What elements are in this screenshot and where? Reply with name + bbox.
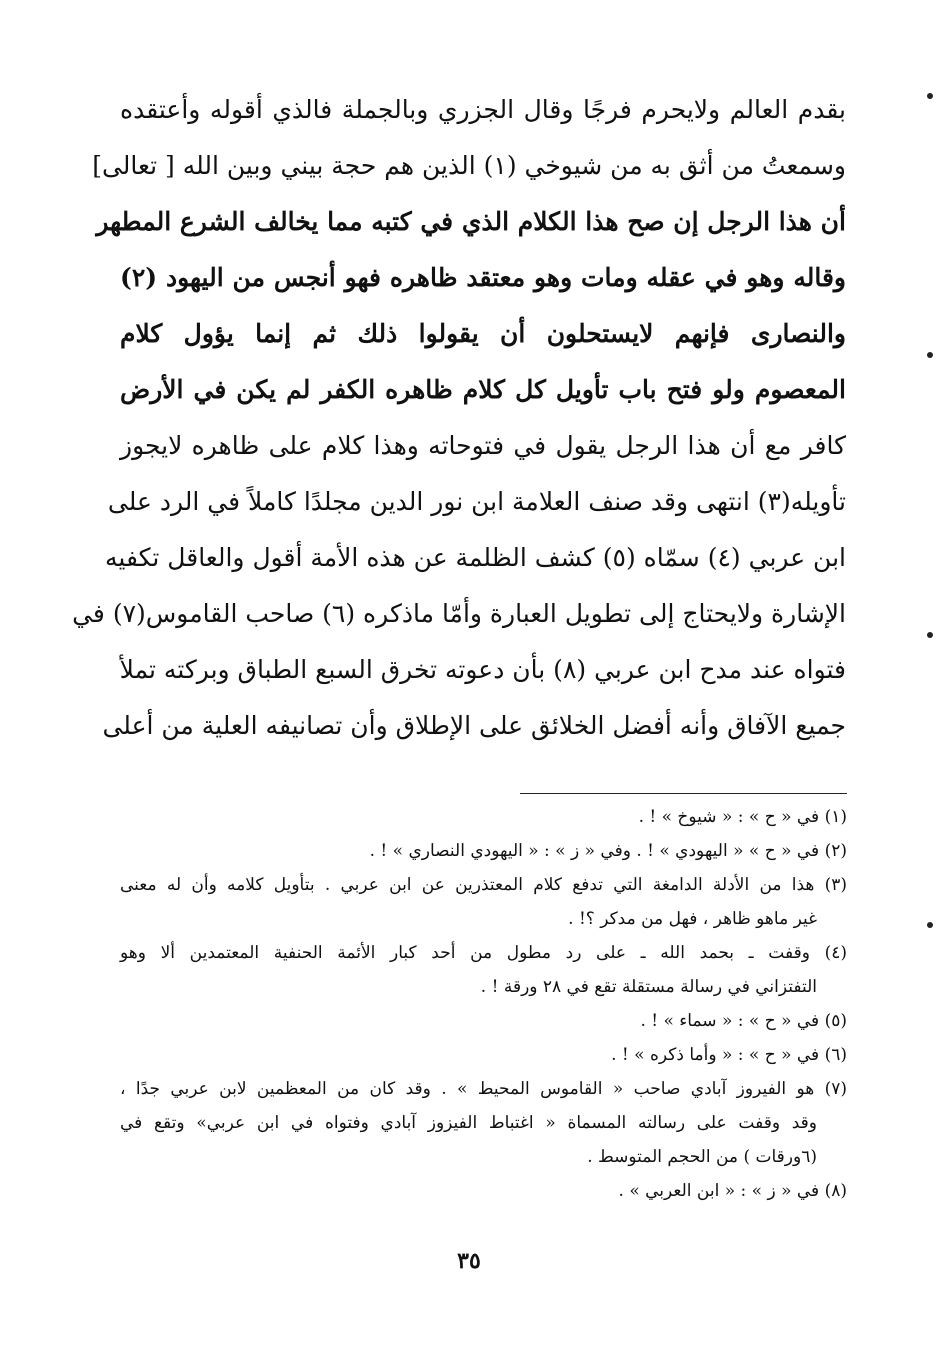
margin-speck <box>927 93 933 99</box>
footnote-line: (٨) في « ز » : « ابن العربي » . <box>618 1181 847 1201</box>
body-line: وقاله وهو في عقله ومات وهو معتقد ظاهره فهو أنجس من اليهود (٢) <box>120 263 846 292</box>
main-text-block <box>72 82 846 754</box>
page-number: ٣٥ <box>457 1248 481 1274</box>
body-line: والنصارى فإنهم لايستحلون أن يقولوا ذلك ثم إنما يؤول كلام <box>120 319 846 348</box>
footnote-divider <box>520 793 847 794</box>
footnote-line: (٥) في « ح » : « سماء » ! . <box>640 1011 847 1031</box>
body-line: أن هذا الرجل إن صح هذا الكلام الذي في كتبه مما يخالف الشرع المطهر <box>96 207 846 236</box>
footnote-line: غير ماهو ظاهر ، فهل من مدكر ؟! . <box>568 909 817 929</box>
body-line: فتواه عند مدح ابن عربي (٨) بأن دعوته تخرق السبع الطباق وبركته تملأ <box>119 655 846 684</box>
body-line: جميع الآفاق وأنه أفضل الخلائق على الإطلاق وأن تصانيفه العلية من أعلى <box>102 711 846 740</box>
footnotes-block <box>120 800 847 1208</box>
body-line: بقدم العالم ولايحرم فرجًا وقال الجزري وبالجملة فالذي أقوله وأعتقده <box>120 95 846 124</box>
footnote-line: (١) في « ح » : « شيوخ » ! . <box>638 807 847 827</box>
footnote-line: (٤) وقفت ـ بحمد الله ـ على رد مطول من أحد كبار الأئمة الحنفية المعتمدين ألا وهو <box>120 943 847 963</box>
body-line: ابن عربي (٤) سمّاه (٥) كشف الظلمة عن هذه الأمة أقول والعاقل تكفيه <box>105 543 846 572</box>
footnote-line: (٧) هو الفيروز آبادي صاحب « القاموس المحيط » . وقد كان من المعظمين لابن عربي جدًا ، <box>120 1079 847 1099</box>
footnote-line: وقد وقفت على رسالته المسماة « اغتباط الفيزوز آبادي وفتواه في ابن عربي» وتقع في <box>120 1113 817 1133</box>
body-line: الإشارة ولايحتاج إلى تطويل العبارة وأمّا ماذكره (٦) صاحب القاموس(٧) في <box>72 599 846 628</box>
body-line: وسمعتُ من أثق به من شيوخي (١) الذين هم حجة بيني وبين الله [ تعالى] <box>92 151 846 180</box>
footnote-line: (٢) في « ح » « اليهودي » ! . وفي « ز » : « اليهودي النصاري » ! . <box>369 841 847 861</box>
body-line: المعصوم ولو فتح باب تأويل كل كلام ظاهره الكفر لم يكن في الأرض <box>120 375 846 404</box>
margin-speck <box>927 632 933 638</box>
body-line: كافر مع أن هذا الرجل يقول في فتوحاته وهذا كلام على ظاهره لايجوز <box>120 431 846 460</box>
footnote-line: (٦ورقات ) من الحجم المتوسط . <box>587 1147 817 1167</box>
footnote-line: التفتزاني في رسالة مستقلة تقع في ٢٨ ورقة ! . <box>480 977 817 997</box>
margin-speck <box>927 352 933 358</box>
margin-speck <box>927 922 933 928</box>
footnote-line: (٦) في « ح » : « وأما ذكره » ! . <box>611 1045 847 1065</box>
footnote-line: (٣) هذا من الأدلة الدامغة التي تدفع كلام المعتذرين عن ابن عربي . بتأويل كلامه وأن له معنى <box>120 875 847 895</box>
body-line: تأويله(٣) انتهى وقد صنف العلامة ابن نور الدين مجلدًا كاملاً في الرد على <box>107 487 846 516</box>
